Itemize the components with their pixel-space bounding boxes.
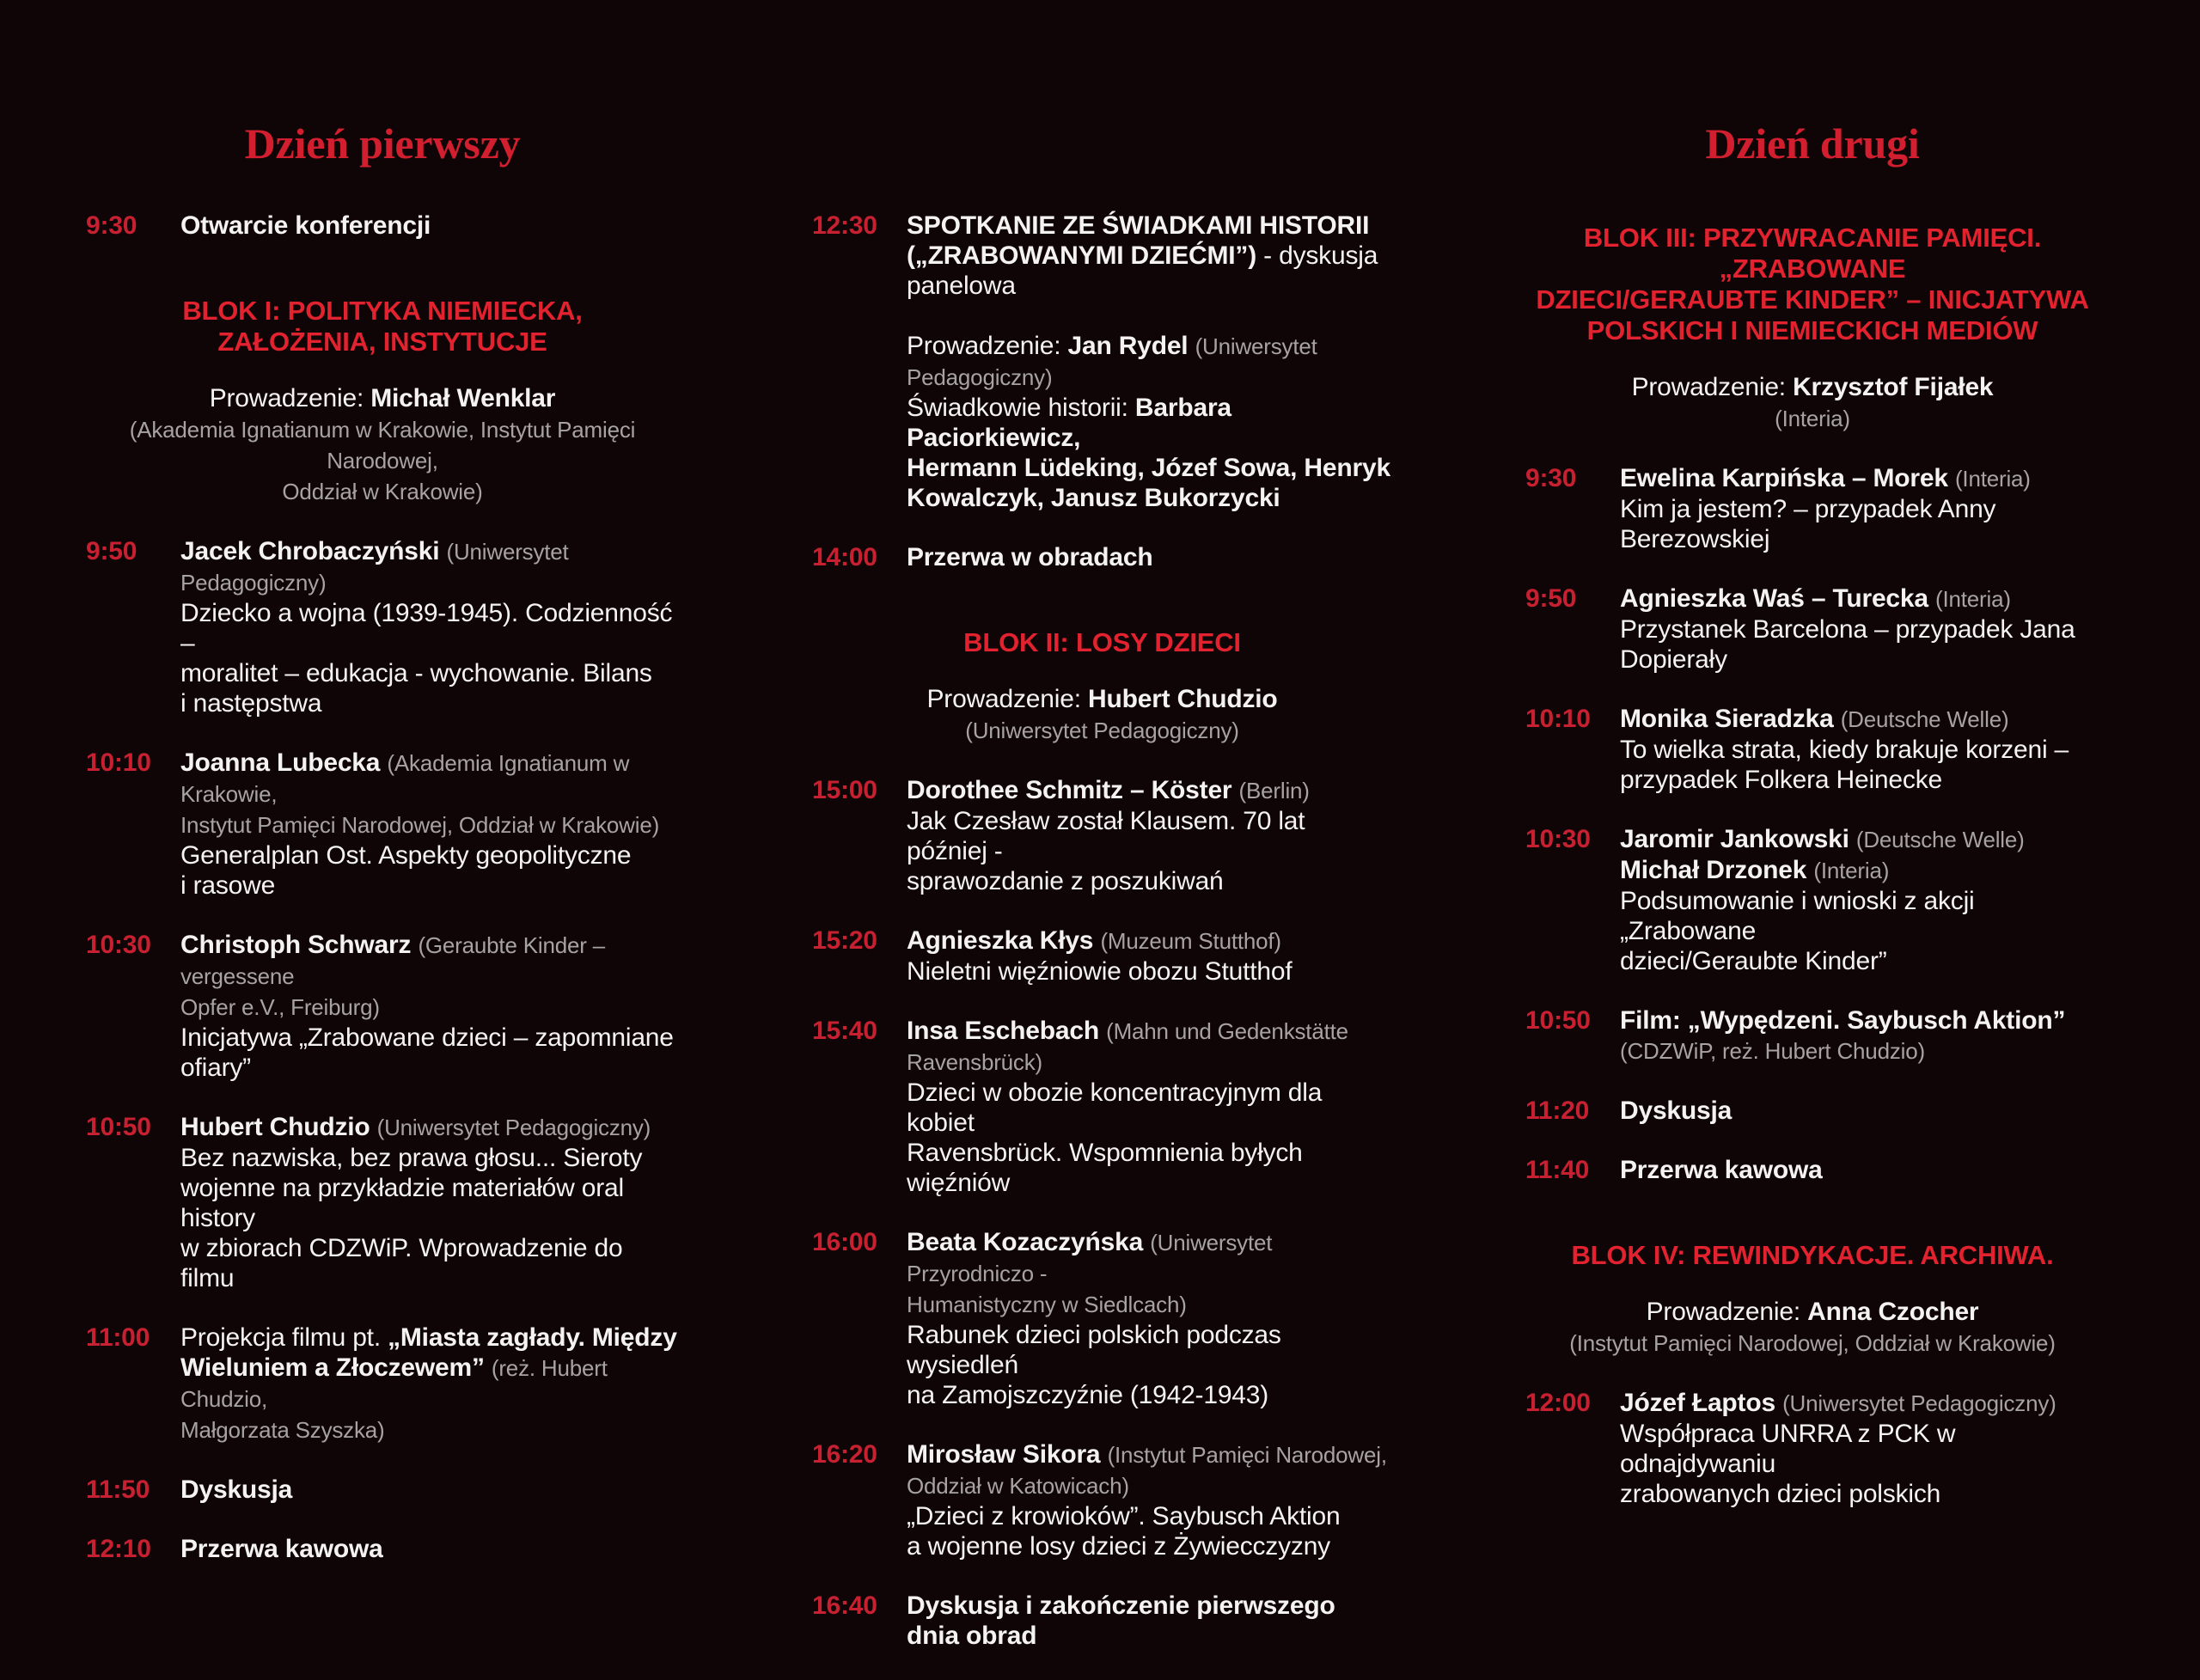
text-span: Michał Wenklar — [370, 384, 556, 412]
session-entry — [812, 1591, 1392, 1651]
chair-info — [1525, 372, 2099, 434]
text-line — [1620, 824, 2099, 855]
affiliation-text: (Interia) — [1775, 406, 1850, 431]
text-span: Inicjatywa „Zrabowane dzieci – zapomniane — [180, 1023, 674, 1052]
day-two-title: Dzień drugi — [1705, 119, 1920, 168]
text-span: Generalplan Ost. Aspekty geopolityczne — [180, 841, 632, 870]
day-two-items — [1525, 223, 2099, 1509]
block-header-line: DZIECI/GERAUBTE KINDER” – INICJATYWA — [1536, 284, 2089, 315]
text-span: Insa Eschebach — [907, 1017, 1107, 1045]
text-span: Dopierały — [1620, 645, 1727, 674]
text-line — [1620, 765, 2099, 795]
text-line — [180, 1534, 679, 1564]
text-line — [907, 1138, 1392, 1198]
text-span: Hubert Chudzio — [1088, 685, 1278, 713]
session-entry — [86, 1475, 679, 1505]
block-header-line: ZAŁOŻENIA, INSTYTUCJE — [217, 327, 547, 357]
text-span: Józef Łaptos — [1620, 1389, 1783, 1417]
text-span: To wielka strata, kiedy brakuje korzeni – — [1620, 736, 2069, 764]
text-line — [907, 393, 1392, 453]
text-span: panelowa — [907, 272, 1016, 300]
text-span: („ZRABOWANYMI DZIEĆMI”) — [907, 241, 1264, 270]
text-line — [907, 1227, 1392, 1289]
text-span: zrabowanych dzieci polskich — [1620, 1480, 1941, 1508]
text-span: a wojenne losy dzieci z Żywiecczyzny — [907, 1532, 1330, 1561]
text-line — [1620, 645, 2099, 675]
session-entry — [86, 1112, 679, 1293]
session-time: 11:00 — [86, 1323, 150, 1352]
text-span: dzieci/Geraubte Kinder” — [1620, 947, 1887, 975]
session-content — [907, 1439, 1392, 1561]
text-span: na Zamojszczyźnie (1942-1943) — [907, 1381, 1269, 1409]
session-content — [180, 536, 679, 718]
session-time: 9:30 — [1525, 464, 1577, 492]
text-span: Dyskusja i zakończenie pierwszego dnia obrad — [907, 1591, 1335, 1650]
chair-line — [1525, 1297, 2099, 1328]
text-line — [907, 1016, 1392, 1078]
session-entry — [812, 926, 1392, 987]
session-time: 14:00 — [812, 543, 877, 571]
text-span: Bez nazwiska, bez prawa głosu... Sieroty — [180, 1144, 643, 1172]
text-line — [1620, 1155, 2099, 1185]
text-line — [1620, 946, 2099, 976]
text-span: Jacek Chrobaczyński — [180, 537, 447, 565]
session-content — [1620, 824, 2099, 976]
text-span: Przerwa kawowa — [180, 1535, 383, 1563]
session-content — [1620, 1155, 2099, 1185]
session-entry — [1525, 824, 2099, 976]
session-content — [1620, 704, 2099, 795]
affiliation-text: (Berlin) — [1238, 778, 1310, 803]
session-time: 10:30 — [86, 931, 151, 959]
text-line — [1620, 614, 2099, 645]
text-span: Jaromir Jankowski — [1620, 825, 1856, 853]
text-line — [907, 1289, 1392, 1320]
chair-info — [1525, 1297, 2099, 1359]
session-time: 16:20 — [812, 1440, 877, 1469]
text-span: i następstwa — [180, 689, 322, 718]
chair-line — [1525, 1328, 2099, 1359]
block-header — [1525, 223, 2099, 346]
session-entry — [86, 1534, 679, 1564]
session-time: 10:10 — [86, 748, 151, 777]
block-header-line: BLOK IV: REWINDYKACJE. ARCHIWA. — [1571, 1240, 2054, 1270]
session-time: 9:50 — [86, 537, 138, 565]
text-line — [907, 806, 1392, 866]
text-span: ofiary” — [180, 1054, 251, 1082]
block-header-line: BLOK II: LOSY DZIECI — [963, 627, 1241, 657]
text-span: Prowadzenie: — [926, 685, 1088, 713]
text-line — [907, 301, 1392, 331]
affiliation-text: Oddział w Katowicach) — [907, 1473, 1129, 1499]
text-line — [907, 1439, 1392, 1470]
text-span: Prowadzenie: — [907, 332, 1068, 360]
text-span: Dorothee Schmitz – Köster — [907, 776, 1239, 804]
text-line — [907, 1078, 1392, 1138]
session-content — [907, 926, 1392, 987]
text-span: Podsumowanie i wnioski z akcji „Zrabowane — [1620, 887, 1975, 945]
chair-info — [86, 383, 679, 507]
text-span: SPOTKANIE ZE ŚWIADKAMI HISTORII — [907, 211, 1370, 240]
text-span: Jan Rydel — [1067, 332, 1195, 360]
text-line — [907, 956, 1392, 987]
text-line — [1620, 1096, 2099, 1126]
text-line — [180, 930, 679, 992]
text-span: Dyskusja — [180, 1475, 293, 1504]
text-span: Monika Sieradzka — [1620, 705, 1841, 733]
text-line — [907, 483, 1392, 513]
text-span: Anna Czocher — [1807, 1298, 1979, 1326]
text-line — [1620, 886, 2099, 946]
text-line — [1620, 735, 2099, 765]
text-line — [907, 926, 1392, 956]
text-line — [907, 211, 1392, 241]
text-line — [1620, 855, 2099, 886]
text-line — [907, 331, 1392, 393]
session-entry — [1525, 704, 2099, 795]
text-span: „Dzieci z krowioków”. Saybusch Aktion — [907, 1502, 1341, 1530]
chair-line — [86, 476, 679, 507]
session-entry — [86, 536, 679, 718]
text-line — [180, 1414, 679, 1445]
text-span: Nieletni więźniowie obozu Stutthof — [907, 957, 1292, 986]
text-line — [907, 542, 1392, 572]
text-line — [907, 1591, 1392, 1651]
session-content — [907, 775, 1392, 896]
session-content — [180, 1112, 679, 1293]
session-time: 12:10 — [86, 1535, 151, 1563]
session-entry — [812, 1439, 1392, 1561]
session-entry — [1525, 583, 2099, 675]
text-line — [1620, 583, 2099, 614]
affiliation-text: Instytut Pamięci Narodowej, Oddział w Krakowie) — [180, 812, 660, 838]
text-span: Beata Kozaczyńska — [907, 1228, 1151, 1256]
day-two-column — [1525, 120, 2099, 1680]
session-content — [180, 211, 679, 241]
affiliation-text: (Uniwersytet Pedagogiczny) — [907, 333, 1317, 390]
text-span: Rabunek dzieci polskich podczas wysiedleń — [907, 1321, 1281, 1379]
session-content — [907, 211, 1392, 513]
text-line — [180, 1143, 679, 1173]
block-header — [86, 296, 679, 357]
day-one-items — [86, 211, 679, 1564]
text-line — [1620, 704, 2099, 735]
session-time: 15:00 — [812, 776, 877, 804]
session-entry — [86, 930, 679, 1083]
session-entry — [1525, 1096, 2099, 1126]
session-content — [907, 542, 1392, 572]
session-content — [1620, 463, 2099, 554]
text-line — [907, 1501, 1392, 1531]
text-line — [180, 992, 679, 1023]
text-span: Hermann Lüdeking, Józef Sowa, Henryk — [907, 454, 1390, 482]
text-span: moralitet – edukacja - wychowanie. Bilans — [180, 659, 652, 687]
session-content — [180, 1534, 679, 1564]
text-span: i rasowe — [180, 871, 276, 900]
session-content — [1620, 583, 2099, 675]
session-time: 11:20 — [1525, 1097, 1590, 1125]
affiliation-text: (Interia) — [1935, 586, 2011, 612]
chair-line — [86, 383, 679, 414]
text-line — [907, 453, 1392, 483]
text-line — [180, 809, 679, 840]
session-time: 11:40 — [1525, 1156, 1590, 1184]
text-span: Dzieci w obozie koncentracyjnym dla kobiet — [907, 1078, 1323, 1137]
affiliation-text: (Akademia Ignatianum w Krakowie, Instytut Pamięci Narodowej, — [129, 417, 636, 473]
affiliation-text: (Geraubte Kinder – vergessene — [180, 932, 605, 989]
block-header-line: BLOK III: PRZYWRACANIE PAMIĘCI. „ZRABOWANE — [1583, 223, 2042, 284]
text-span: Prowadzenie: — [1631, 373, 1794, 401]
text-line — [180, 1053, 679, 1083]
text-span: Ravensbrück. Wspomnienia byłych więźniów — [907, 1139, 1303, 1197]
affiliation-text: (Deutsche Welle) — [1840, 706, 2009, 732]
text-line — [180, 658, 679, 688]
text-line — [1620, 1419, 2099, 1479]
text-line — [1620, 1005, 2099, 1035]
text-span: Świadkowie historii: — [907, 394, 1135, 422]
session-time: 10:30 — [1525, 825, 1591, 853]
chair-info — [812, 684, 1392, 746]
text-span: przypadek Folkera Heinecke — [1620, 766, 1942, 794]
day-one-afternoon-items — [812, 211, 1392, 1651]
text-span: Wieluniem a Złoczewem” — [180, 1353, 492, 1382]
affiliation-text: (CDZWiP, reż. Hubert Chudzio) — [1620, 1038, 1925, 1064]
day-one-column — [86, 120, 679, 1680]
text-line — [907, 1531, 1392, 1561]
text-line — [1620, 463, 2099, 494]
text-span: Film: „Wypędzeni. Saybusch Aktion” — [1620, 1006, 2066, 1035]
text-line — [180, 1353, 679, 1414]
text-line — [180, 1323, 679, 1353]
text-span: Joanna Lubecka — [180, 748, 388, 777]
chair-line — [86, 414, 679, 476]
affiliation-text: (Uniwersytet Pedagogiczny) — [376, 1115, 651, 1140]
session-entry — [1525, 1388, 2099, 1509]
text-line — [180, 598, 679, 658]
affiliation-text: Humanistyczny w Siedlcach) — [907, 1292, 1187, 1317]
text-line — [907, 866, 1392, 896]
text-span: Mirosław Sikora — [907, 1440, 1108, 1469]
session-content — [180, 748, 679, 901]
affiliation-text: (Deutsche Welle) — [1855, 827, 2025, 852]
text-span: Krzysztof Fijałek — [1793, 373, 1994, 401]
text-line — [907, 775, 1392, 806]
text-span: Prowadzenie: — [209, 384, 371, 412]
chair-line — [812, 684, 1392, 715]
text-span: Projekcja filmu pt. — [180, 1323, 388, 1352]
text-line — [907, 271, 1392, 301]
session-time: 15:20 — [812, 926, 877, 955]
text-line — [1620, 1035, 2099, 1066]
affiliation-text: (Uniwersytet Przyrodniczo - — [907, 1230, 1273, 1286]
text-line — [907, 1470, 1392, 1501]
session-time: 16:00 — [812, 1228, 877, 1256]
affiliation-text: (Uniwersytet Pedagogiczny) — [1782, 1390, 2056, 1416]
text-span: Dziecko a wojna (1939-1945). Codzienność – — [180, 599, 673, 657]
session-content — [1620, 1005, 2099, 1066]
day-one-title: Dzień pierwszy — [244, 119, 521, 168]
text-line — [1620, 1479, 2099, 1509]
block-header — [1525, 1240, 2099, 1271]
affiliation-text: Małgorzata Szyszka) — [180, 1417, 385, 1443]
session-entry — [812, 542, 1392, 572]
affiliation-text: (reż. Hubert Chudzio, — [180, 1355, 608, 1412]
session-time: 10:10 — [1525, 705, 1591, 733]
affiliation-text: (Instytut Pamięci Narodowej, Oddział w Krakowie) — [1569, 1330, 2056, 1356]
session-entry — [1525, 1005, 2099, 1066]
text-line — [1620, 1388, 2099, 1419]
text-line — [180, 536, 679, 598]
text-line — [907, 1380, 1392, 1410]
session-entry — [812, 1016, 1392, 1198]
text-span: sprawozdanie z poszukiwań — [907, 867, 1224, 895]
text-span: Kowalczyk, Janusz Bukorzycki — [907, 484, 1280, 512]
day-one-afternoon-column — [812, 120, 1392, 1680]
affiliation-text: (Uniwersytet Pedagogiczny) — [965, 718, 1239, 743]
session-content — [180, 1475, 679, 1505]
session-entry — [86, 1323, 679, 1445]
session-time: 12:00 — [1525, 1389, 1591, 1417]
session-content — [907, 1591, 1392, 1651]
session-entry — [812, 1227, 1392, 1410]
text-span: Agnieszka Waś – Turecka — [1620, 584, 1936, 613]
chair-line — [1525, 403, 2099, 434]
affiliation-text: (Interia) — [1954, 466, 2031, 492]
text-span: Kim ja jestem? – przypadek Anny Berezowskiej — [1620, 495, 1996, 553]
session-content — [907, 1016, 1392, 1198]
text-span: w zbiorach CDZWiP. Wprowadzenie do filmu — [180, 1234, 623, 1292]
text-span: - dyskusja — [1263, 241, 1378, 270]
text-span: Prowadzenie: — [1646, 1298, 1808, 1326]
text-line — [907, 241, 1392, 271]
session-time: 11:50 — [86, 1475, 150, 1504]
affiliation-text: (Instytut Pamięci Narodowej, — [1107, 1442, 1387, 1468]
block-header-line: POLSKICH I NIEMIECKICH MEDIÓW — [1586, 315, 2038, 345]
session-time: 16:40 — [812, 1591, 877, 1620]
text-span: Ewelina Karpińska – Morek — [1620, 464, 1955, 492]
text-span: Hubert Chudzio — [180, 1113, 377, 1141]
affiliation-text: (Muzeum Stutthof) — [1100, 928, 1281, 954]
text-span: Christoph Schwarz — [180, 931, 419, 959]
text-line — [907, 1320, 1392, 1380]
affiliation-text: (Uniwersytet Pedagogiczny) — [180, 539, 569, 596]
session-time: 15:40 — [812, 1017, 877, 1045]
session-time: 12:30 — [812, 211, 877, 240]
text-span: Przerwa kawowa — [1620, 1156, 1823, 1184]
text-line — [180, 688, 679, 718]
text-span: wojenne na przykładzie materiałów oral history — [180, 1174, 624, 1232]
affiliation-text: (Akademia Ignatianum w Krakowie, — [180, 750, 630, 807]
session-content — [1620, 1096, 2099, 1126]
session-time: 9:50 — [1525, 584, 1577, 613]
text-line — [180, 840, 679, 871]
chair-line — [1525, 372, 2099, 403]
text-span: Przerwa w obradach — [907, 543, 1153, 571]
session-entry — [1525, 463, 2099, 554]
text-span: Agnieszka Kłys — [907, 926, 1101, 955]
session-content — [907, 1227, 1392, 1410]
text-line — [180, 211, 679, 241]
affiliation-text: Oddział w Krakowie) — [282, 479, 483, 504]
text-line — [180, 871, 679, 901]
affiliation-text: (Interia) — [1813, 858, 1890, 883]
text-line — [1620, 494, 2099, 554]
session-entry — [86, 748, 679, 901]
session-content — [1620, 1388, 2099, 1509]
chair-line — [812, 715, 1392, 746]
session-entry — [1525, 1155, 2099, 1185]
text-line — [180, 1112, 679, 1143]
block-header — [812, 627, 1392, 658]
text-span: Barbara Paciorkiewicz, — [907, 394, 1231, 452]
session-time: 10:50 — [86, 1113, 151, 1141]
text-span: Otwarcie konferencji — [180, 211, 431, 240]
block-header-line: BLOK I: POLITYKA NIEMIECKA, — [182, 296, 583, 326]
affiliation-text: Opfer e.V., Freiburg) — [180, 994, 380, 1020]
text-line — [180, 1475, 679, 1505]
session-entry — [86, 211, 679, 241]
session-entry — [812, 775, 1392, 896]
text-line — [180, 1023, 679, 1053]
text-line — [180, 1173, 679, 1233]
session-time: 9:30 — [86, 211, 138, 240]
text-span: Jak Czesław został Klausem. 70 lat później - — [907, 807, 1305, 865]
session-time: 10:50 — [1525, 1006, 1591, 1035]
text-line — [180, 748, 679, 809]
text-span: Dyskusja — [1620, 1097, 1732, 1125]
text-line — [180, 1233, 679, 1293]
text-span: „Miasta zagłady. Między — [388, 1323, 677, 1352]
session-content — [180, 1323, 679, 1445]
title-spacer — [812, 120, 1392, 211]
session-content — [180, 930, 679, 1083]
text-span: Przystanek Barcelona – przypadek Jana — [1620, 615, 2075, 644]
session-entry — [812, 211, 1392, 513]
text-span: Michał Drzonek — [1620, 856, 1814, 884]
text-span: Współpraca UNRRA z PCK w odnajdywaniu — [1620, 1420, 1956, 1478]
affiliation-text: (Mahn und Gedenkstätte Ravensbrück) — [907, 1018, 1348, 1075]
